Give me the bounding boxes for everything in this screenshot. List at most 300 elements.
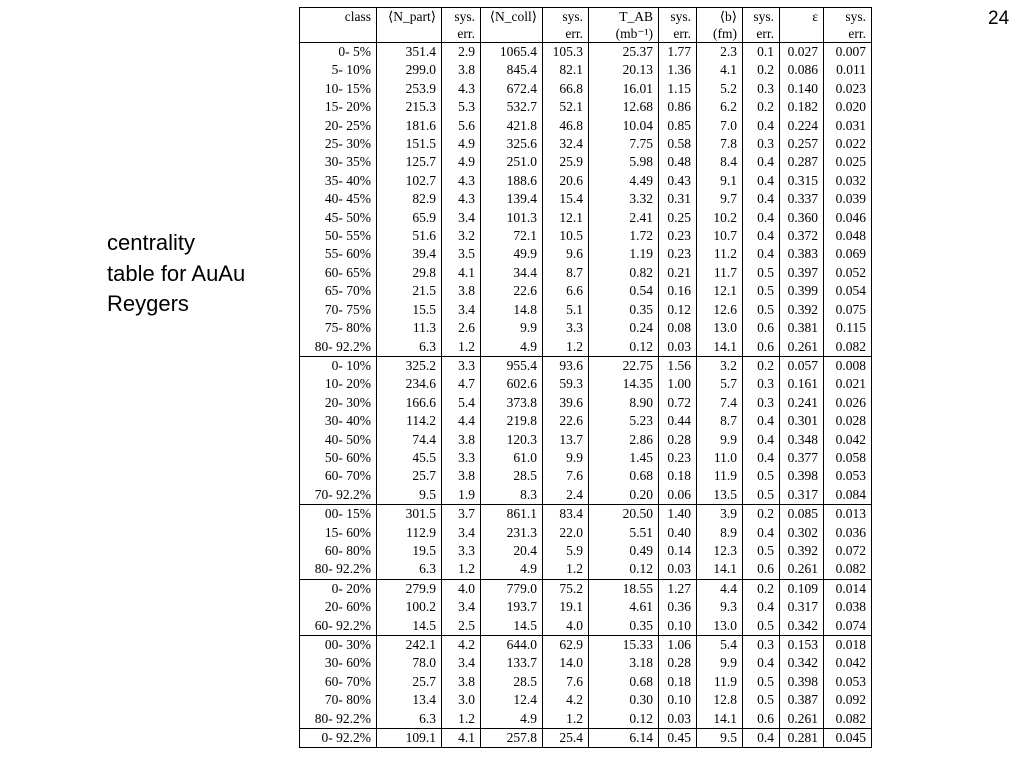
value-cell: 0.377 [780,449,824,467]
class-cell: 30- 35% [300,153,377,171]
value-cell: 0.4 [743,524,780,542]
value-cell: 0.68 [589,673,659,691]
table-header [300,8,872,43]
class-cell: 80- 92.2% [300,338,377,357]
value-cell: 0.036 [824,524,872,542]
value-cell: 1.06 [659,636,697,655]
value-cell: 0.007 [824,43,872,62]
table-row [300,654,872,672]
class-cell: 0- 10% [300,356,377,375]
value-cell: 0.342 [780,654,824,672]
value-cell: 0.28 [659,431,697,449]
class-cell: 00- 15% [300,505,377,524]
table-row [300,579,872,598]
value-cell: 3.3 [442,542,481,560]
table-row [300,412,872,430]
value-cell: 0.2 [743,356,780,375]
value-cell: 0.082 [824,560,872,579]
value-cell: 9.5 [697,729,743,748]
header-cell: ε [780,8,824,26]
value-cell: 0.109 [780,579,824,598]
value-cell: 845.4 [481,61,543,79]
class-cell: 60- 65% [300,264,377,282]
class-cell: 60- 70% [300,673,377,691]
table-row [300,61,872,79]
value-cell: 5.98 [589,153,659,171]
table-row [300,135,872,153]
value-cell: 5.4 [442,394,481,412]
header-cell [780,25,824,43]
table-row [300,153,872,171]
value-cell: 1.2 [543,560,589,579]
value-cell: 0.057 [780,356,824,375]
value-cell: 0.72 [659,394,697,412]
value-cell: 0.397 [780,264,824,282]
value-cell: 20.6 [543,172,589,190]
value-cell: 21.5 [377,282,442,300]
value-cell: 0.058 [824,449,872,467]
value-cell: 0.261 [780,338,824,357]
value-cell: 4.4 [697,579,743,598]
value-cell: 7.0 [697,117,743,135]
value-cell: 0.392 [780,301,824,319]
header-cell: ⟨b⟩ [697,8,743,26]
table-row [300,394,872,412]
value-cell: 0.4 [743,654,780,672]
value-cell: 7.4 [697,394,743,412]
value-cell: 4.2 [442,636,481,655]
value-cell: 4.1 [442,729,481,748]
value-cell: 8.4 [697,153,743,171]
value-cell: 52.1 [543,98,589,116]
header-cell: err. [824,25,872,43]
header-cell [377,25,442,43]
value-cell: 0.35 [589,301,659,319]
value-cell: 6.2 [697,98,743,116]
value-cell: 0.014 [824,579,872,598]
value-cell: 4.9 [442,153,481,171]
value-cell: 25.7 [377,673,442,691]
value-cell: 1.9 [442,486,481,505]
value-cell: 0.4 [743,117,780,135]
value-cell: 20.13 [589,61,659,79]
value-cell: 74.4 [377,431,442,449]
value-cell: 9.9 [481,319,543,337]
value-cell: 13.0 [697,617,743,636]
header-cell: err. [543,25,589,43]
class-cell: 0- 5% [300,43,377,62]
value-cell: 2.3 [697,43,743,62]
value-cell: 0.2 [743,61,780,79]
value-cell: 3.8 [442,61,481,79]
value-cell: 102.7 [377,172,442,190]
value-cell: 0.6 [743,710,780,729]
value-cell: 2.9 [442,43,481,62]
class-cell: 20- 60% [300,598,377,616]
value-cell: 0.24 [589,319,659,337]
value-cell: 109.1 [377,729,442,748]
value-cell: 139.4 [481,190,543,208]
value-cell: 0.302 [780,524,824,542]
value-cell: 0.4 [743,209,780,227]
value-cell: 8.9 [697,524,743,542]
class-cell: 60- 80% [300,542,377,560]
table-row [300,673,872,691]
class-cell: 65- 70% [300,282,377,300]
value-cell: 0.381 [780,319,824,337]
table-row [300,209,872,227]
value-cell: 0.031 [824,117,872,135]
value-cell: 0.348 [780,431,824,449]
value-cell: 0.10 [659,617,697,636]
value-cell: 2.5 [442,617,481,636]
class-cell: 55- 60% [300,245,377,263]
value-cell: 0.082 [824,710,872,729]
value-cell: 0.5 [743,282,780,300]
value-cell: 11.0 [697,449,743,467]
value-cell: 49.9 [481,245,543,263]
value-cell: 0.4 [743,153,780,171]
value-cell: 114.2 [377,412,442,430]
value-cell: 0.12 [589,560,659,579]
caption-line: Reygers [107,291,189,316]
value-cell: 9.7 [697,190,743,208]
value-cell: 0.042 [824,431,872,449]
table-row [300,356,872,375]
value-cell: 0.261 [780,560,824,579]
value-cell: 0.074 [824,617,872,636]
value-cell: 9.3 [697,598,743,616]
value-cell: 3.4 [442,598,481,616]
value-cell: 351.4 [377,43,442,62]
value-cell: 101.3 [481,209,543,227]
value-cell: 34.4 [481,264,543,282]
value-cell: 0.43 [659,172,697,190]
value-cell: 1.15 [659,80,697,98]
value-cell: 0.82 [589,264,659,282]
table-row [300,172,872,190]
value-cell: 0.020 [824,98,872,116]
value-cell: 22.0 [543,524,589,542]
value-cell: 3.2 [442,227,481,245]
class-cell: 40- 50% [300,431,377,449]
value-cell: 0.3 [743,394,780,412]
class-cell: 00- 30% [300,636,377,655]
header-row [300,25,872,43]
header-cell: sys. [543,8,589,26]
value-cell: 1.40 [659,505,697,524]
header-cell: T_AB [589,8,659,26]
value-cell: 25.9 [543,153,589,171]
value-cell: 0.018 [824,636,872,655]
value-cell: 0.10 [659,691,697,709]
class-cell: 0- 92.2% [300,729,377,748]
value-cell: 100.2 [377,598,442,616]
value-cell: 14.1 [697,560,743,579]
value-cell: 7.6 [543,467,589,485]
value-cell: 4.9 [481,560,543,579]
table-row [300,729,872,748]
table-row [300,710,872,729]
value-cell: 59.3 [543,375,589,393]
value-cell: 1.2 [543,338,589,357]
value-cell: 133.7 [481,654,543,672]
table-row [300,190,872,208]
class-cell: 70- 92.2% [300,486,377,505]
value-cell: 0.5 [743,673,780,691]
value-cell: 3.4 [442,654,481,672]
table-row [300,542,872,560]
caption-line: table for AuAu [107,260,246,286]
value-cell: 8.7 [543,264,589,282]
table-row [300,598,872,616]
value-cell: 72.1 [481,227,543,245]
value-cell: 5.51 [589,524,659,542]
table-body [300,43,872,748]
value-cell: 12.8 [697,691,743,709]
value-cell: 4.3 [442,80,481,98]
value-cell: 0.12 [659,301,697,319]
value-cell: 15.4 [543,190,589,208]
header-cell: sys. [442,8,481,26]
table-row [300,319,872,337]
value-cell: 3.7 [442,505,481,524]
value-cell: 0.023 [824,80,872,98]
value-cell: 0.082 [824,338,872,357]
value-cell: 0.6 [743,319,780,337]
value-cell: 0.03 [659,560,697,579]
header-cell: sys. [743,8,780,26]
value-cell: 0.045 [824,729,872,748]
value-cell: 14.5 [481,617,543,636]
value-cell: 0.140 [780,80,824,98]
value-cell: 10.04 [589,117,659,135]
value-cell: 0.4 [743,190,780,208]
header-cell [481,25,543,43]
class-cell: 10- 20% [300,375,377,393]
class-cell: 70- 80% [300,691,377,709]
value-cell: 1.00 [659,375,697,393]
value-cell: 19.1 [543,598,589,616]
value-cell: 4.9 [442,135,481,153]
value-cell: 231.3 [481,524,543,542]
value-cell: 0.039 [824,190,872,208]
value-cell: 602.6 [481,375,543,393]
value-cell: 181.6 [377,117,442,135]
value-cell: 251.0 [481,153,543,171]
table-row [300,449,872,467]
class-cell: 20- 30% [300,394,377,412]
header-cell: ⟨N_part⟩ [377,8,442,26]
value-cell: 6.3 [377,560,442,579]
value-cell: 6.14 [589,729,659,748]
value-cell: 5.23 [589,412,659,430]
value-cell: 0.360 [780,209,824,227]
value-cell: 4.49 [589,172,659,190]
value-cell: 0.042 [824,654,872,672]
value-cell: 3.3 [442,449,481,467]
value-cell: 0.281 [780,729,824,748]
value-cell: 0.287 [780,153,824,171]
value-cell: 0.31 [659,190,697,208]
value-cell: 279.9 [377,579,442,598]
value-cell: 82.9 [377,190,442,208]
header-cell: (fm) [697,25,743,43]
value-cell: 234.6 [377,375,442,393]
value-cell: 0.3 [743,80,780,98]
value-cell: 0.28 [659,654,697,672]
value-cell: 0.44 [659,412,697,430]
value-cell: 0.48 [659,153,697,171]
centrality-table [299,7,872,748]
value-cell: 3.4 [442,301,481,319]
value-cell: 0.053 [824,673,872,691]
value-cell: 1.2 [543,710,589,729]
value-cell: 4.0 [442,579,481,598]
value-cell: 10.2 [697,209,743,227]
value-cell: 0.3 [743,135,780,153]
value-cell: 25.4 [543,729,589,748]
value-cell: 0.021 [824,375,872,393]
table-row [300,467,872,485]
class-cell: 70- 75% [300,301,377,319]
value-cell: 45.5 [377,449,442,467]
value-cell: 188.6 [481,172,543,190]
class-cell: 30- 40% [300,412,377,430]
value-cell: 0.5 [743,617,780,636]
value-cell: 61.0 [481,449,543,467]
value-cell: 5.9 [543,542,589,560]
table-row [300,375,872,393]
caption-line: centrality [107,230,196,255]
value-cell: 1.77 [659,43,697,62]
value-cell: 253.9 [377,80,442,98]
value-cell: 0.21 [659,264,697,282]
value-cell: 6.3 [377,338,442,357]
slide-caption [107,228,245,320]
value-cell: 0.261 [780,710,824,729]
table-row [300,43,872,62]
value-cell: 0.399 [780,282,824,300]
class-cell: 75- 80% [300,319,377,337]
value-cell: 0.4 [743,227,780,245]
table-row [300,80,872,98]
value-cell: 9.5 [377,486,442,505]
value-cell: 242.1 [377,636,442,655]
value-cell: 20.4 [481,542,543,560]
value-cell: 0.49 [589,542,659,560]
value-cell: 4.7 [442,375,481,393]
value-cell: 779.0 [481,579,543,598]
table-row [300,560,872,579]
value-cell: 1.36 [659,61,697,79]
table-row [300,505,872,524]
value-cell: 9.1 [697,172,743,190]
value-cell: 0.54 [589,282,659,300]
value-cell: 0.4 [743,172,780,190]
value-cell: 65.9 [377,209,442,227]
table-row [300,245,872,263]
table-row [300,691,872,709]
value-cell: 14.1 [697,710,743,729]
value-cell: 0.5 [743,542,780,560]
table-row [300,431,872,449]
value-cell: 29.8 [377,264,442,282]
value-cell: 2.4 [543,486,589,505]
value-cell: 325.6 [481,135,543,153]
value-cell: 6.3 [377,710,442,729]
page-number: 24 [988,8,1010,29]
value-cell: 0.36 [659,598,697,616]
class-cell: 25- 30% [300,135,377,153]
value-cell: 105.3 [543,43,589,62]
value-cell: 0.025 [824,153,872,171]
value-cell: 0.317 [780,598,824,616]
value-cell: 4.2 [543,691,589,709]
value-cell: 120.3 [481,431,543,449]
value-cell: 0.18 [659,467,697,485]
value-cell: 14.8 [481,301,543,319]
value-cell: 0.58 [659,135,697,153]
value-cell: 0.115 [824,319,872,337]
value-cell: 0.069 [824,245,872,263]
value-cell: 3.8 [442,673,481,691]
value-cell: 0.30 [589,691,659,709]
value-cell: 0.6 [743,338,780,357]
value-cell: 0.4 [743,729,780,748]
value-cell: 8.7 [697,412,743,430]
value-cell: 4.61 [589,598,659,616]
value-cell: 1.27 [659,579,697,598]
value-cell: 0.008 [824,356,872,375]
value-cell: 0.4 [743,449,780,467]
table-row [300,117,872,135]
value-cell: 0.046 [824,209,872,227]
class-cell: 45- 50% [300,209,377,227]
table-row [300,98,872,116]
value-cell: 11.9 [697,467,743,485]
value-cell: 11.3 [377,319,442,337]
value-cell: 3.3 [543,319,589,337]
value-cell: 0.383 [780,245,824,263]
class-cell: 50- 60% [300,449,377,467]
value-cell: 3.5 [442,245,481,263]
value-cell: 10.5 [543,227,589,245]
value-cell: 28.5 [481,673,543,691]
value-cell: 62.9 [543,636,589,655]
value-cell: 4.9 [481,338,543,357]
table-row [300,264,872,282]
table-row [300,227,872,245]
value-cell: 0.224 [780,117,824,135]
value-cell: 0.4 [743,245,780,263]
value-cell: 0.18 [659,673,697,691]
value-cell: 532.7 [481,98,543,116]
value-cell: 4.9 [481,710,543,729]
value-cell: 22.6 [481,282,543,300]
value-cell: 66.8 [543,80,589,98]
value-cell: 0.085 [780,505,824,524]
value-cell: 19.5 [377,542,442,560]
value-cell: 12.68 [589,98,659,116]
value-cell: 11.2 [697,245,743,263]
value-cell: 0.2 [743,505,780,524]
value-cell: 10.7 [697,227,743,245]
value-cell: 0.68 [589,467,659,485]
value-cell: 0.086 [780,61,824,79]
value-cell: 1.2 [442,338,481,357]
value-cell: 151.5 [377,135,442,153]
